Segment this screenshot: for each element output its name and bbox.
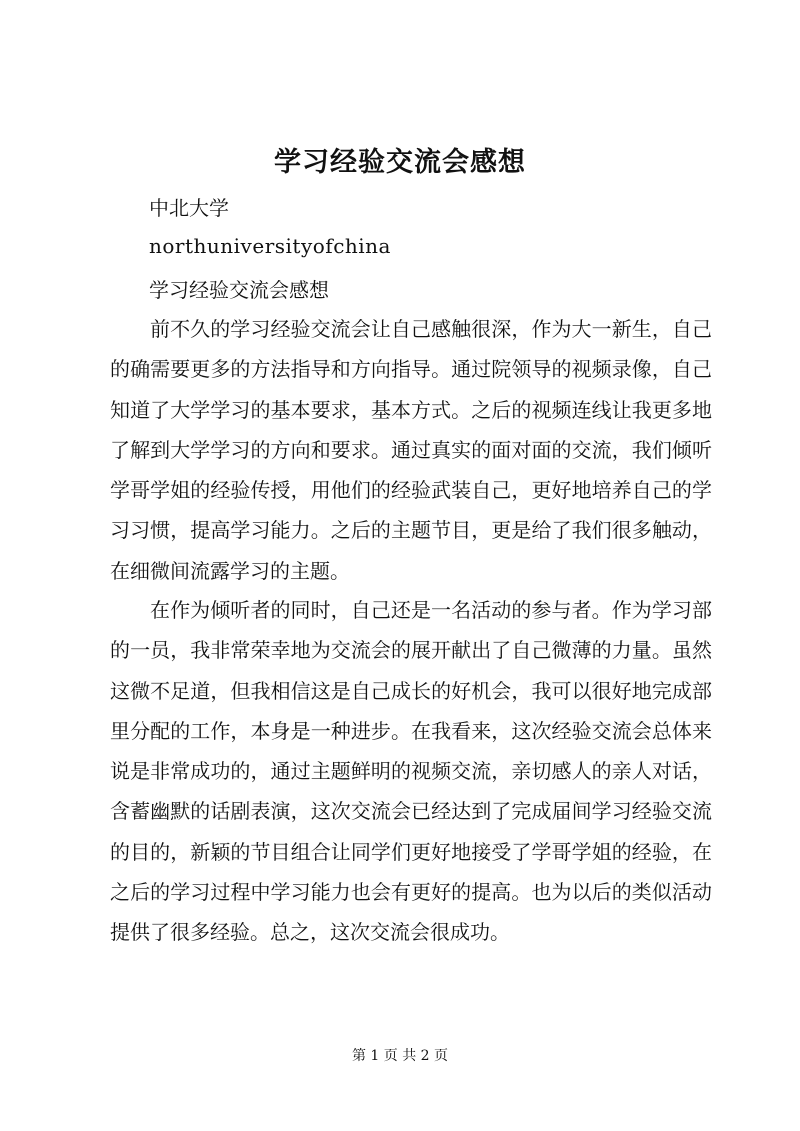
body-paragraph: 在作为倾听者的同时，自己还是一名活动的参与者。作为学习部的一员，我非常荣幸地为交流会的展开献出了自己微薄的力量。虽然这微不足道，但我相信这是自己成长的好机会，我可以很好地完成部里分配的工作，本身是一种进步。在我看来，这次经验交流会总体来说是非常成功的，通过主题鲜明的视频交流，亲切感人的亲人对话，含蓄幽默的话剧表演，这次交流会已经达到了完成届间学习经验交流的目的，新颖的节目组合让同学们更好地接受了学哥学姐的经验，在之后的学习过程中学习能力也会有更好的提高。也为以后的类似活动提供了很多经验。总之，这次交流会很成功。 (110, 598, 712, 945)
page-footer: 第 1 页 共 2 页 (351, 1048, 449, 1064)
school-name-english: northuniversityofchina (149, 234, 391, 258)
document-title: 学习经验交流会感想 (274, 147, 526, 178)
body-paragraph: 前不久的学习经验交流会让自己感触很深，作为大一新生，自己的确需要更多的方法指导和方向指导。通过院领导的视频录像，自己知道了大学学习的基本要求，基本方式。之后的视频连线让我更多地了解到大学学习的方向和要求。通过真实的面对面的交流，我们倾听学哥学姐的经验传授，用他们的经验武装自己，更好地培养自己的学习习惯，提高学习能力。之后的主题节目，更是给了我们很多触动，在细微间流露学习的主题。 (110, 317, 712, 583)
document-subtitle: 学习经验交流会感想 (149, 278, 329, 302)
school-name: 中北大学 (149, 196, 229, 220)
